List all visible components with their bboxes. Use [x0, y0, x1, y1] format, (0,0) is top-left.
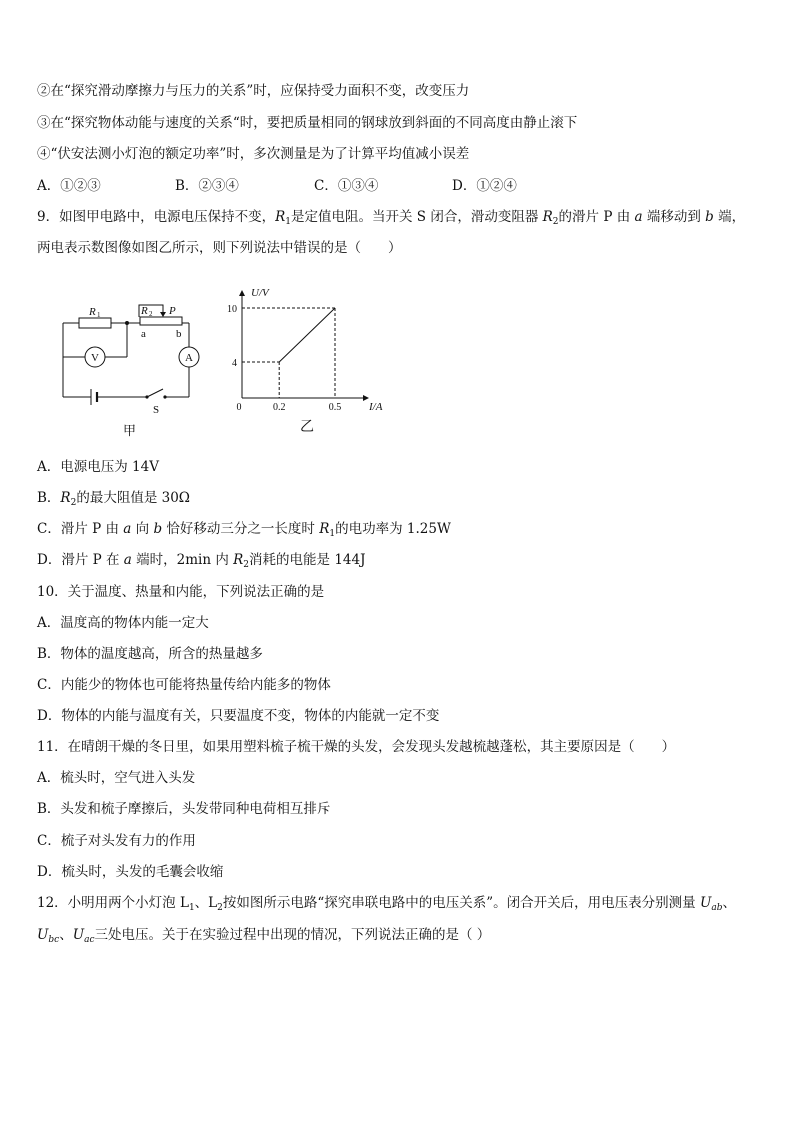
- circuit-diagram: [55, 295, 215, 440]
- q12-stem-line-1: 12．小明用两个小灯泡 $L_1$、$L_2$按如图所示电路“探究串联电路中的电压关系”。闭合开关后，用电压表分别测量 $U_{ab}$、: [37, 895, 736, 913]
- ammeter-label: A: [185, 352, 193, 364]
- q10-stem: 10．关于温度、热量和内能，下列说法正确的是: [37, 584, 325, 600]
- voltmeter-label: V: [91, 352, 99, 364]
- q11-option-b: B．头发和梳子摩擦后，头发带同种电荷相互排斥: [37, 801, 331, 817]
- y-axis-label: U/V: [251, 287, 269, 299]
- q8-statement-4: ④“伏安法测小灯泡的额定功率”时，多次测量是为了计算平均值减小误差: [37, 146, 470, 162]
- rheostat-r2: [140, 317, 182, 325]
- label-b: b: [176, 328, 182, 340]
- ui-graph: [225, 283, 395, 433]
- q10-option-b: B．物体的温度越高，所含的热量越多: [37, 646, 263, 662]
- switch-label: S: [153, 404, 160, 416]
- q12-stem-line-2: $U_{bc}$、$U_{ac}$三处电压。关于在实验过程中出现的情况，下列说法正确的是（ ）: [37, 927, 491, 945]
- q8-option-b: B．②③④: [175, 178, 239, 194]
- label-p: P: [169, 305, 176, 317]
- q9-option-b: B．$R_2$的最大阻值是 30Ω: [37, 490, 190, 508]
- x-axis-label: I/A: [369, 401, 383, 413]
- q9-stem-line-2: 两电表示数图像如图乙所示，则下列说法中错误的是（ ）: [37, 240, 402, 256]
- y-tick-label: 10: [227, 304, 237, 315]
- q11-option-c: C．梳子对头发有力的作用: [37, 833, 196, 849]
- label-r2-sub: 2: [149, 310, 153, 318]
- q9-stem-line-1: 9．如图甲电路中，电源电压保持不变，$R_1$是定值电阻。当开关 S 闭合，滑动变阻器 $R_2$的滑片 P 由 a 端移动到 b 端，: [37, 209, 746, 227]
- q8-statement-3: ③在“探究物体动能与速度的关系“时，要把质量相同的钢球放到斜面的不同高度由静止滚下: [37, 115, 578, 131]
- q9-option-d: D．滑片 P 在 a 端时，2min 内 $R_2$消耗的电能是 144J: [37, 552, 366, 570]
- label-r2: R: [141, 305, 148, 317]
- q11-option-a: A．梳头时，空气进入头发: [37, 770, 196, 786]
- caption-yi: 乙: [300, 420, 314, 433]
- x-tick-label: 0.2: [272, 402, 286, 413]
- q11-stem: 11．在晴朗干燥的冬日里，如果用塑料梳子梳干燥的头发，会发现头发越梳越蓬松，其主要原因是（ ）: [37, 739, 676, 755]
- origin-label: 0: [236, 402, 242, 413]
- q10-option-d: D．物体的内能与温度有关，只要温度不变，物体的内能就一定不变: [37, 708, 440, 724]
- series-line: [279, 308, 335, 362]
- label-r1: R: [89, 306, 96, 318]
- resistor-r1: [79, 318, 111, 328]
- q11-option-d: D．梳头时，头发的毛囊会收缩: [37, 864, 224, 880]
- q10-option-c: C．内能少的物体也可能将热量传给内能多的物体: [37, 677, 331, 693]
- q9-option-a: A．电源电压为 14V: [37, 459, 159, 475]
- q8-option-c: C．①③④: [314, 178, 379, 194]
- q9-option-c: C．滑片 P 由 a 向 b 恰好移动三分之一长度时 $R_1$的电功率为 1.25W: [37, 521, 451, 539]
- x-tick-label: 0.5: [328, 402, 342, 413]
- q8-statement-2: ②在“探究滑动摩擦力与压力的关系”时，应保持受力面积不变，改变压力: [37, 83, 470, 99]
- label-r1-sub: 1: [97, 311, 101, 319]
- q10-option-a: A．温度高的物体内能一定大: [37, 615, 209, 631]
- label-a: a: [141, 328, 146, 340]
- q8-option-d: D．①②④: [452, 178, 517, 194]
- q8-option-a: A．①②③: [37, 178, 101, 194]
- caption-jia: 甲: [123, 423, 137, 438]
- y-tick-label: 4: [232, 358, 237, 369]
